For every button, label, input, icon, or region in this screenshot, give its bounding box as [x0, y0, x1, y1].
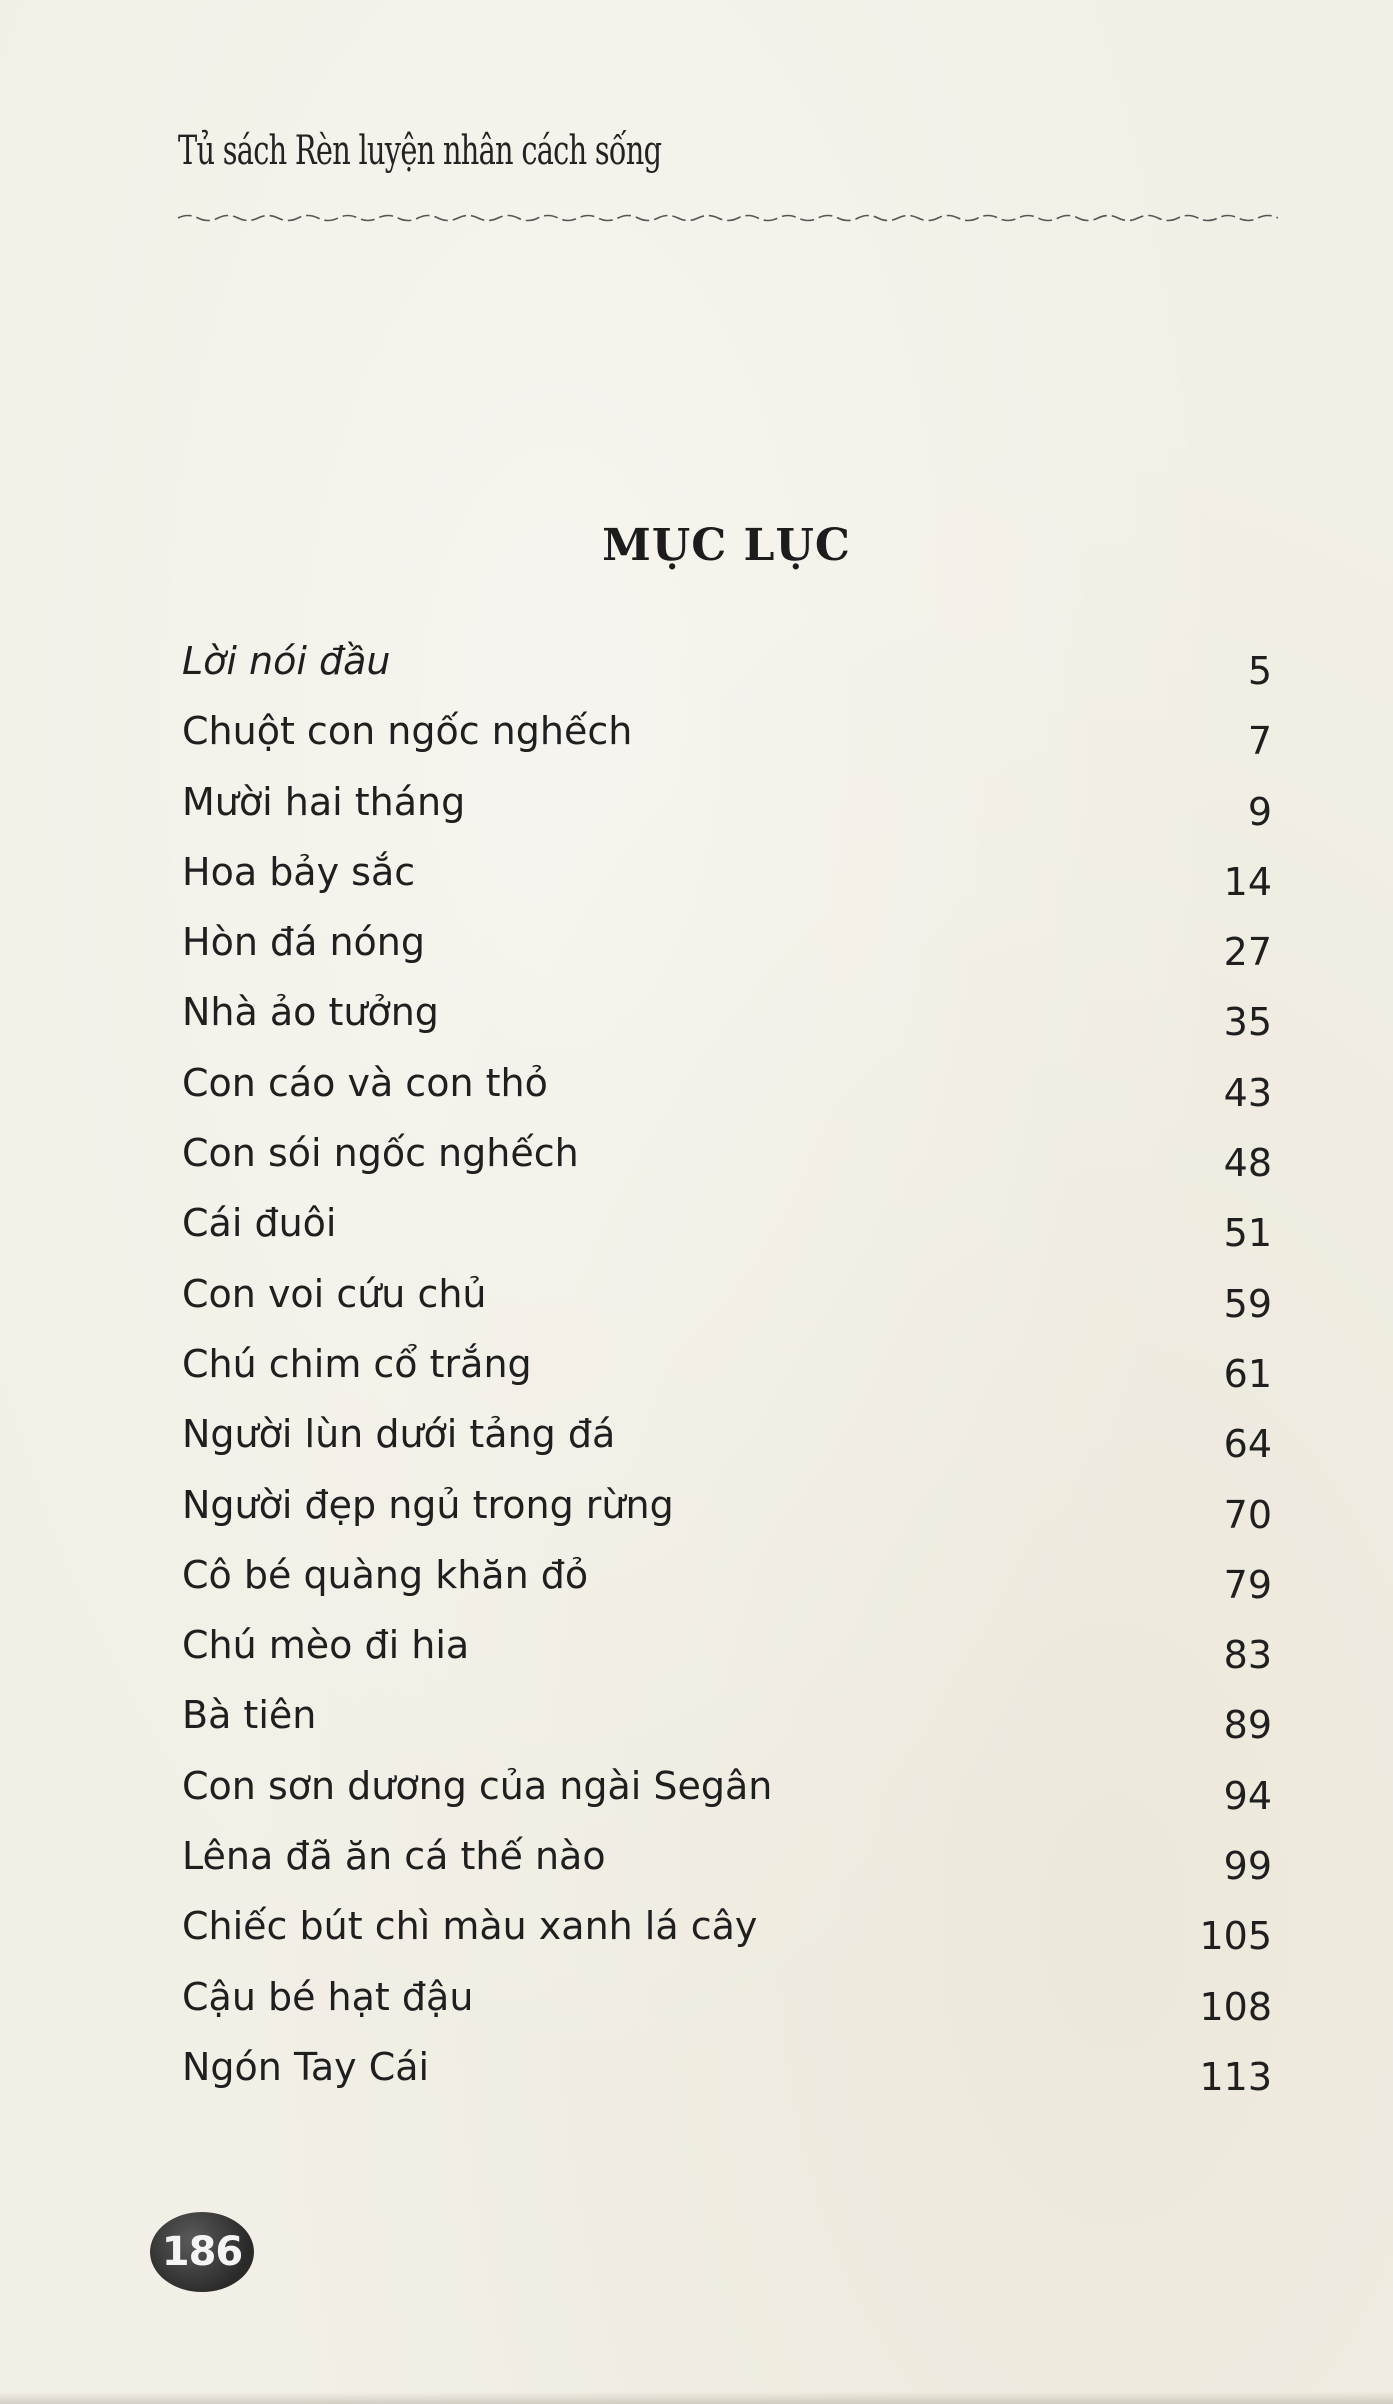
header-wavy-rule [178, 212, 1278, 224]
toc-entry [182, 1198, 1272, 1268]
toc-entry [182, 987, 1272, 1057]
toc-entry-title: Người đẹp ngủ trong rừng [182, 1482, 674, 1527]
toc-entry-title: Con sơn dương của ngài Segân [182, 1763, 773, 1808]
toc-entry [182, 1128, 1272, 1198]
toc-entry [182, 1620, 1272, 1690]
toc-entry-title: Hòn đá nóng [182, 920, 426, 965]
toc-entry-title: Lêna đã ăn cá thế nào [182, 1834, 606, 1879]
page-bottom-edge [0, 2392, 1393, 2404]
toc-entry-title: Chú chim cổ trắng [182, 1341, 532, 1386]
toc-entry-title: Nhà ảo tưởng [182, 990, 439, 1035]
series-title: Tủ sách Rèn luyện nhân cách sống [178, 128, 662, 174]
toc-entry-page-number: 9 [1247, 789, 1272, 834]
toc-entry [182, 1972, 1272, 2042]
toc-entry [182, 1409, 1272, 1479]
toc-entry-page-number: 35 [1223, 1000, 1272, 1045]
toc-entry-page-number: 59 [1223, 1281, 1272, 1326]
toc-entry-page-number: 14 [1223, 859, 1272, 904]
toc-entry [182, 1761, 1272, 1831]
toc-entry-page-number: 70 [1223, 1492, 1272, 1537]
toc-entry-page-number: 83 [1223, 1633, 1272, 1678]
toc-entry-page-number: 94 [1223, 1773, 1272, 1818]
page-number-badge: 186 [150, 2212, 254, 2292]
toc-entry-title: Mười hai tháng [182, 779, 466, 824]
toc-entry-title: Bà tiên [182, 1693, 317, 1738]
toc-entry [182, 777, 1272, 847]
toc-entry [182, 1269, 1272, 1339]
toc-entry-title: Người lùn dưới tảng đá [182, 1412, 616, 1457]
toc-entry-page-number: 5 [1247, 649, 1272, 693]
toc-entry-page-number: 113 [1199, 2054, 1272, 2099]
toc-entry [182, 1058, 1272, 1128]
toc-entry-title: Lời nói đầu [182, 639, 391, 683]
toc-entry-title: Con cáo và con thỏ [182, 1060, 548, 1105]
toc-entry-title: Hoa bảy sắc [182, 849, 416, 894]
toc-entry-title: Chú mèo đi hia [182, 1623, 470, 1668]
toc-entry [182, 706, 1272, 776]
toc-entry [182, 917, 1272, 987]
toc-entry [182, 1831, 1272, 1901]
toc-entry [182, 1550, 1272, 1620]
toc-entry [182, 847, 1272, 917]
toc-entry [182, 636, 1272, 706]
toc-entry-page-number: 89 [1223, 1703, 1272, 1748]
toc-entry-page-number: 64 [1223, 1422, 1272, 1467]
toc-entry-page-number: 43 [1223, 1070, 1272, 1115]
toc-entry-title: Chuột con ngốc nghếch [182, 709, 633, 754]
toc-entry-page-number: 48 [1223, 1141, 1272, 1186]
toc-entry-page-number: 51 [1223, 1211, 1272, 1256]
toc-list [182, 636, 1272, 2112]
toc-entry-page-number: 79 [1223, 1562, 1272, 1607]
toc-entry-title: Ngón Tay Cái [182, 2044, 430, 2089]
toc-entry-title: Cô bé quàng khăn đỏ [182, 1552, 589, 1597]
toc-entry-page-number: 105 [1199, 1914, 1272, 1959]
toc-entry [182, 1901, 1272, 1971]
toc-heading: MỤC LỤC [602, 520, 851, 571]
toc-entry-title: Chiếc bút chì màu xanh lá cây [182, 1904, 758, 1949]
toc-entry [182, 2042, 1272, 2112]
toc-entry [182, 1690, 1272, 1760]
toc-entry-page-number: 61 [1223, 1351, 1272, 1396]
toc-entry-page-number: 27 [1223, 930, 1272, 975]
toc-entry-page-number: 99 [1223, 1844, 1272, 1889]
toc-entry [182, 1480, 1272, 1550]
toc-entry [182, 1339, 1272, 1409]
toc-entry-title: Con sói ngốc nghếch [182, 1131, 579, 1176]
toc-entry-title: Cái đuôi [182, 1201, 337, 1246]
toc-entry-page-number: 108 [1199, 1984, 1272, 2029]
toc-entry-page-number: 7 [1247, 719, 1272, 764]
toc-entry-title: Cậu bé hạt đậu [182, 1974, 474, 2019]
toc-entry-title: Con voi cứu chủ [182, 1271, 487, 1316]
